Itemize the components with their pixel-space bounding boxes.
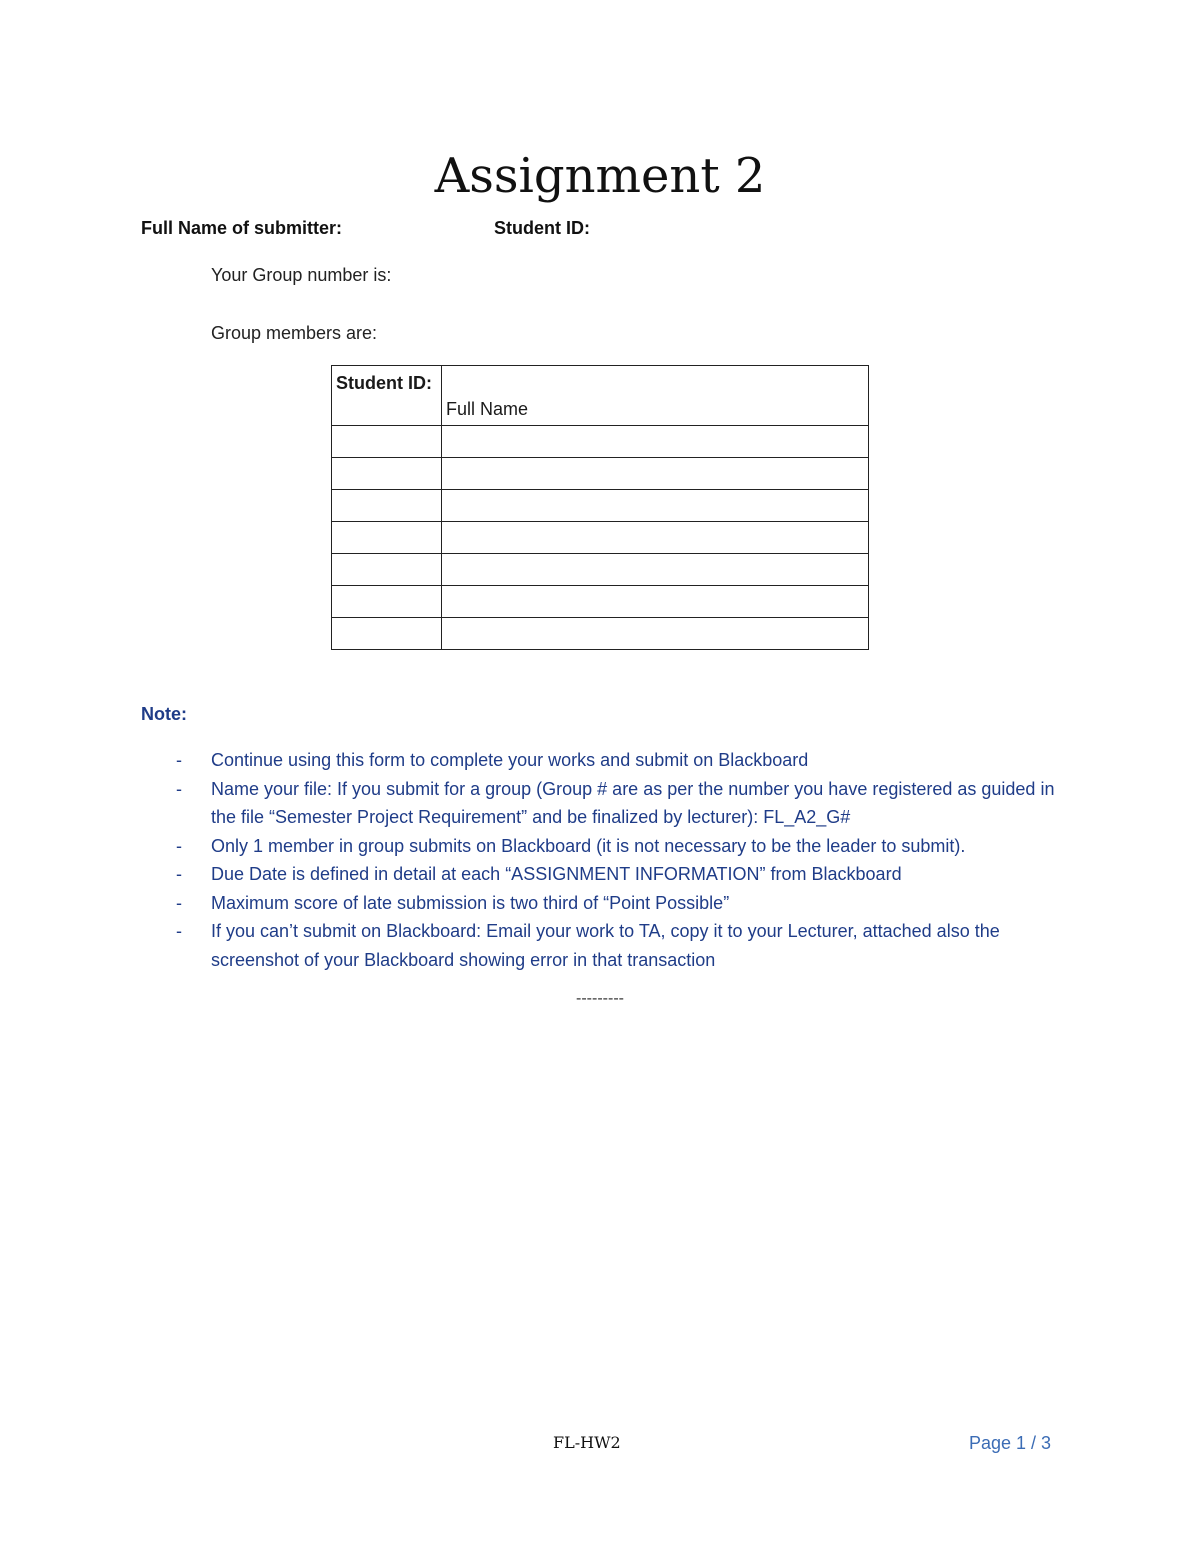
table-row bbox=[332, 426, 869, 458]
student-id-cell[interactable] bbox=[332, 522, 442, 554]
note-list bbox=[141, 746, 1071, 974]
full-name-cell[interactable] bbox=[442, 426, 869, 458]
table-row bbox=[332, 458, 869, 490]
table-row bbox=[332, 586, 869, 618]
student-id-label: Student ID: bbox=[494, 218, 590, 238]
group-members-table bbox=[331, 365, 869, 650]
group-members-label: Group members are: bbox=[211, 323, 378, 343]
full-name-cell[interactable] bbox=[442, 490, 869, 522]
student-id-cell[interactable] bbox=[332, 554, 442, 586]
table-header-row bbox=[332, 366, 869, 426]
table-row bbox=[332, 522, 869, 554]
student-id-cell[interactable] bbox=[332, 458, 442, 490]
student-id-cell[interactable] bbox=[332, 490, 442, 522]
student-id-cell[interactable] bbox=[332, 426, 442, 458]
list-item: - Name your file: If you submit for a group (Group # are as per the number you have registered as guided in the file “Semester Project Requirement” and be finalized by lecturer): FL_A2_G# bbox=[176, 778, 1055, 827]
full-name-cell[interactable] bbox=[442, 458, 869, 490]
list-item: - Continue using this form to complete your works and submit on Blackboard bbox=[176, 750, 809, 770]
full-name-cell[interactable] bbox=[442, 618, 869, 650]
full-name-cell[interactable] bbox=[442, 554, 869, 586]
table-row bbox=[332, 490, 869, 522]
list-item: - Only 1 member in group submits on Blackboard (it is not necessary to be the leader to submit). bbox=[176, 835, 966, 856]
page-title: Assignment 2 bbox=[434, 148, 766, 204]
list-item: - Due Date is defined in detail at each “ASSIGNMENT INFORMATION” from Blackboard bbox=[176, 864, 902, 884]
table-row bbox=[332, 618, 869, 650]
header-student-id: Student ID: bbox=[332, 366, 442, 426]
group-number-label: Your Group number is: bbox=[211, 265, 392, 285]
page-number: Page 1 / 3 bbox=[969, 1433, 1052, 1453]
table-row bbox=[332, 554, 869, 586]
student-id-cell[interactable] bbox=[332, 586, 442, 618]
separator: --------- bbox=[576, 990, 624, 1007]
header-full-name: Full Name bbox=[442, 366, 869, 426]
full-name-cell[interactable] bbox=[442, 522, 869, 554]
full-name-cell[interactable] bbox=[442, 586, 869, 618]
list-item: - If you can’t submit on Blackboard: Email your work to TA, copy it to your Lecturer, attached also the screenshot of your Blackboard showing error in that transaction bbox=[176, 921, 1000, 970]
submitter-name-label: Full Name of submitter: bbox=[141, 218, 343, 238]
student-id-cell[interactable] bbox=[332, 618, 442, 650]
note-title: Note: bbox=[141, 704, 187, 724]
list-item: - Maximum score of late submission is two third of “Point Possible” bbox=[176, 892, 730, 913]
footer-code: FL-HW2 bbox=[553, 1433, 621, 1452]
